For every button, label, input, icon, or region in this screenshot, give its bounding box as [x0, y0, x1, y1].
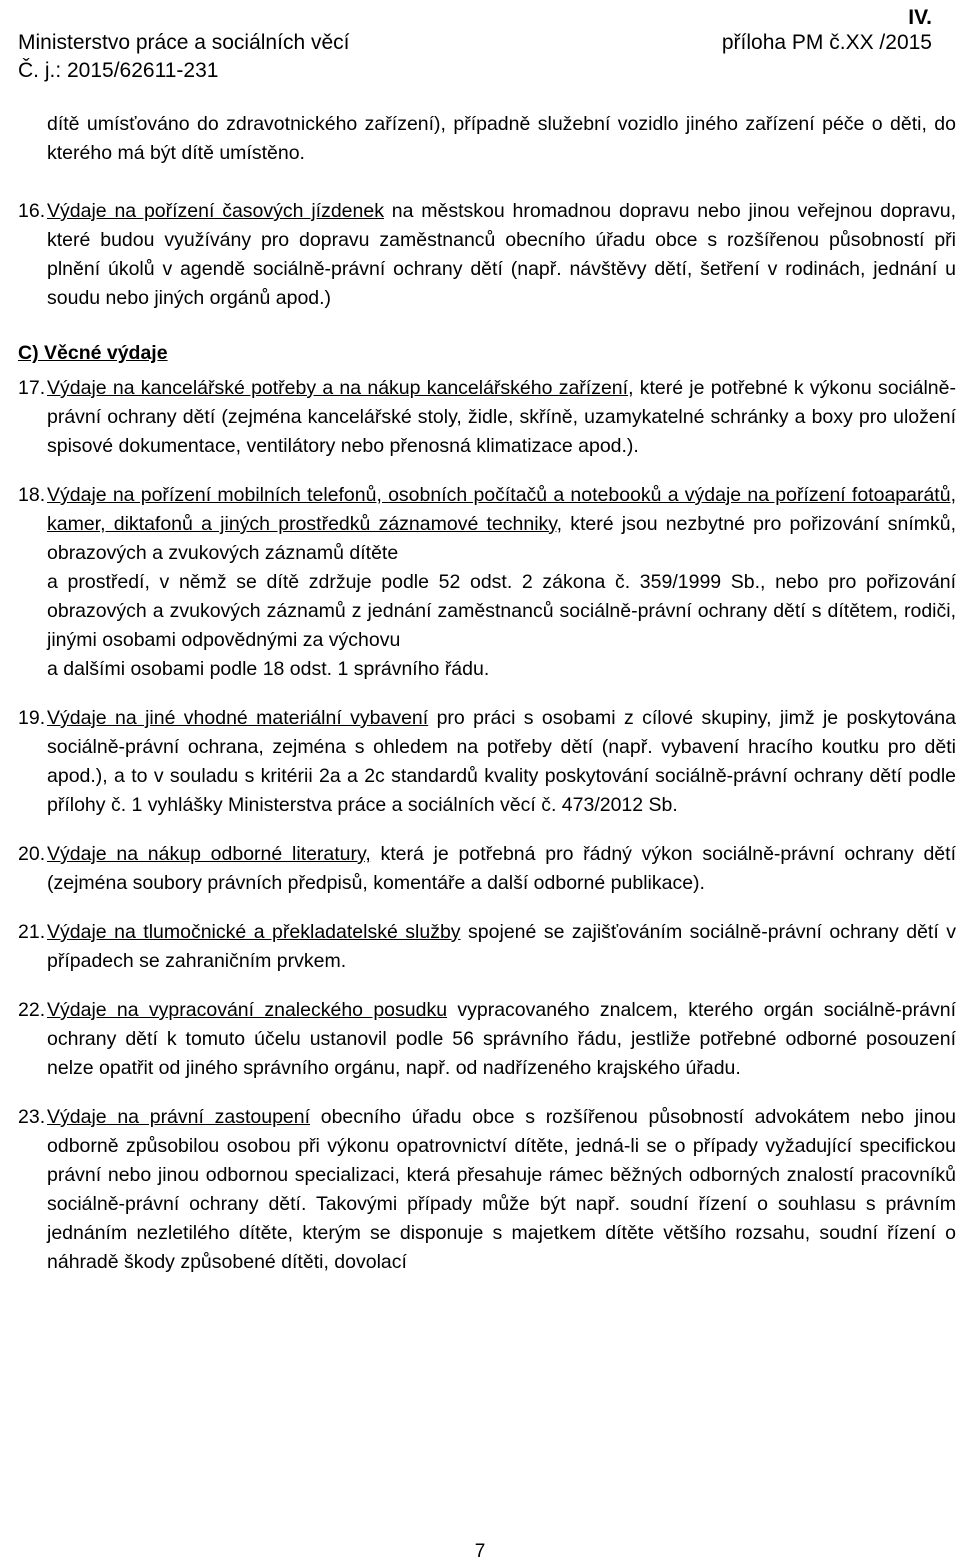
item-number: 16. — [18, 200, 46, 222]
annex-label: příloha PM č.XX /2015 — [721, 31, 932, 54]
item-16 — [18, 197, 956, 313]
item-heading: Výdaje na nákup odborné literatury, — [47, 843, 371, 865]
item-18 — [18, 481, 956, 684]
item-heading: Výdaje na vypracování znaleckého posudku — [47, 999, 448, 1021]
item-number: 21. — [18, 921, 46, 943]
item-23 — [18, 1103, 956, 1277]
item-heading: Výdaje na právní zastoupení — [47, 1106, 311, 1128]
item-text — [47, 1103, 956, 1277]
reference-number: Č. j.: 2015/62611-231 — [18, 59, 219, 82]
item-21 — [18, 918, 956, 976]
item-body-3: a dalšími osobami podle 18 odst. 1 správního řádu. — [47, 658, 490, 680]
intro-paragraph: dítě umísťováno do zdravotnického zařízení), případně služební vozidlo jiného zařízení péče o děti, do kterého má být dítě umístěno. — [47, 113, 956, 164]
item-text — [47, 918, 956, 976]
annex-roman-numeral: IV. — [908, 6, 932, 29]
item-17 — [18, 374, 956, 461]
page-number: 7 — [474, 1541, 486, 1562]
item-body-2: a prostředí, v němž se dítě zdržuje podle 52 odst. 2 zákona č. 359/1999 Sb., nebo pro pořizování obrazových a zvukových záznamů z jednání zaměstnanců sociálně-právní ochrany dětí s dítětem, rodiči, jinými osobami odpovědnými za výchovu — [47, 571, 956, 651]
ministry-name: Ministerstvo práce a sociálních věcí — [18, 31, 350, 54]
item-number: 22. — [18, 999, 46, 1021]
document-body — [18, 110, 956, 1277]
item-number: 18. — [18, 484, 46, 506]
item-heading: Výdaje na pořízení mobilních telefonů, osobních počítačů a notebooků a výdaje na pořízení fotoaparátů, kamer, diktafonů a jiných prostředků záznamové techniky, — [47, 484, 956, 535]
item-body: pro práci s osobami z cílové skupiny, jimž je poskytována sociálně-právní ochrana, zejména s ohledem na potřeby dětí (např. vybavení hracího koutku pro děti apod.), a to v souladu s kritérii 2a a 2c standardů kvality poskytování sociálně-právní ochrany dětí podle přílohy č. 1 vyhlášky Ministerstva práce a sociálních věcí č. 473/2012 Sb. — [47, 707, 956, 816]
item-22 — [18, 996, 956, 1083]
section-heading: C) Věcné výdaje — [18, 342, 168, 364]
item-text — [47, 374, 956, 461]
item-body: vypracovaného znalcem, kterého orgán sociálně-právní ochrany dětí k tomuto účelu ustanovil podle 56 správního řádu, jestliže potřebné odborné posouzení nelze opatřit od jiného správního orgánu, např. od nadřízeného krajského úřadu. — [47, 999, 956, 1079]
item-heading: Výdaje na tlumočnické a překladatelské služby — [47, 921, 461, 943]
item-heading: Výdaje na pořízení časových jízdenek — [47, 200, 384, 222]
item-19 — [18, 704, 956, 820]
item-body: , které je potřebné k výkonu sociálně-právní ochrany dětí (zejména kancelářské stoly, židle, skříně, uzamykatelné schránky a boxy pro uložení spisové dokumentace, ventilátory nebo přenosná klimatizace apod.). — [47, 377, 956, 457]
item-body: obecního úřadu obce s rozšířenou působností advokátem nebo jinou odborně způsobilou osobou při výkonu opatrovnictví dítěte, jedná-li se o případy vyžadující specifickou právní nebo jinou odbornou specializaci, která přesahuje rámec běžných odborných znalostí pracovníků sociálně-právní ochrany dětí. Takovými případy může být např. soudní řízení o souhlasu s právním jednáním nezletilého dítěte, kterým se disponuje s majetkem dítěte většího rozsahu, soudní řízení o náhradě škody způsobené dítěti, dovolací — [47, 1106, 957, 1273]
item-text — [47, 996, 956, 1083]
item-20 — [18, 840, 956, 898]
item-number: 19. — [18, 707, 46, 729]
item-number: 17. — [18, 377, 46, 399]
item-text — [47, 704, 956, 820]
item-text — [47, 481, 956, 684]
item-body: které jsou nezbytné pro pořizování snímků, obrazových a zvukových záznamů dítěte — [47, 513, 956, 564]
item-number: 20. — [18, 843, 46, 865]
item-heading: Výdaje na jiné vhodné materiální vybavení — [47, 707, 429, 729]
item-body: která je potřebná pro řádný výkon sociálně-právní ochrany dětí (zejména soubory právních předpisů, komentáře a další odborné publikace). — [47, 843, 956, 894]
item-number: 23. — [18, 1106, 46, 1128]
item-body: na městskou hromadnou dopravu nebo jinou veřejnou dopravu, které budou využívány pro dopravu zaměstnanců obecního úřadu obce s rozšířenou působností při plnění úkolů v agendě sociálně-právní ochrany dětí (např. návštěvy dětí, šetření v rodinách, jednání u soudu nebo jiných orgánů apod.) — [47, 200, 956, 309]
item-heading: Výdaje na kancelářské potřeby a na nákup kancelářského zařízení — [47, 377, 629, 399]
item-text — [47, 840, 956, 898]
item-text — [47, 197, 956, 313]
item-body: spojené se zajišťováním sociálně-právní ochrany dětí v případech se zahraničním prvkem. — [47, 921, 957, 972]
